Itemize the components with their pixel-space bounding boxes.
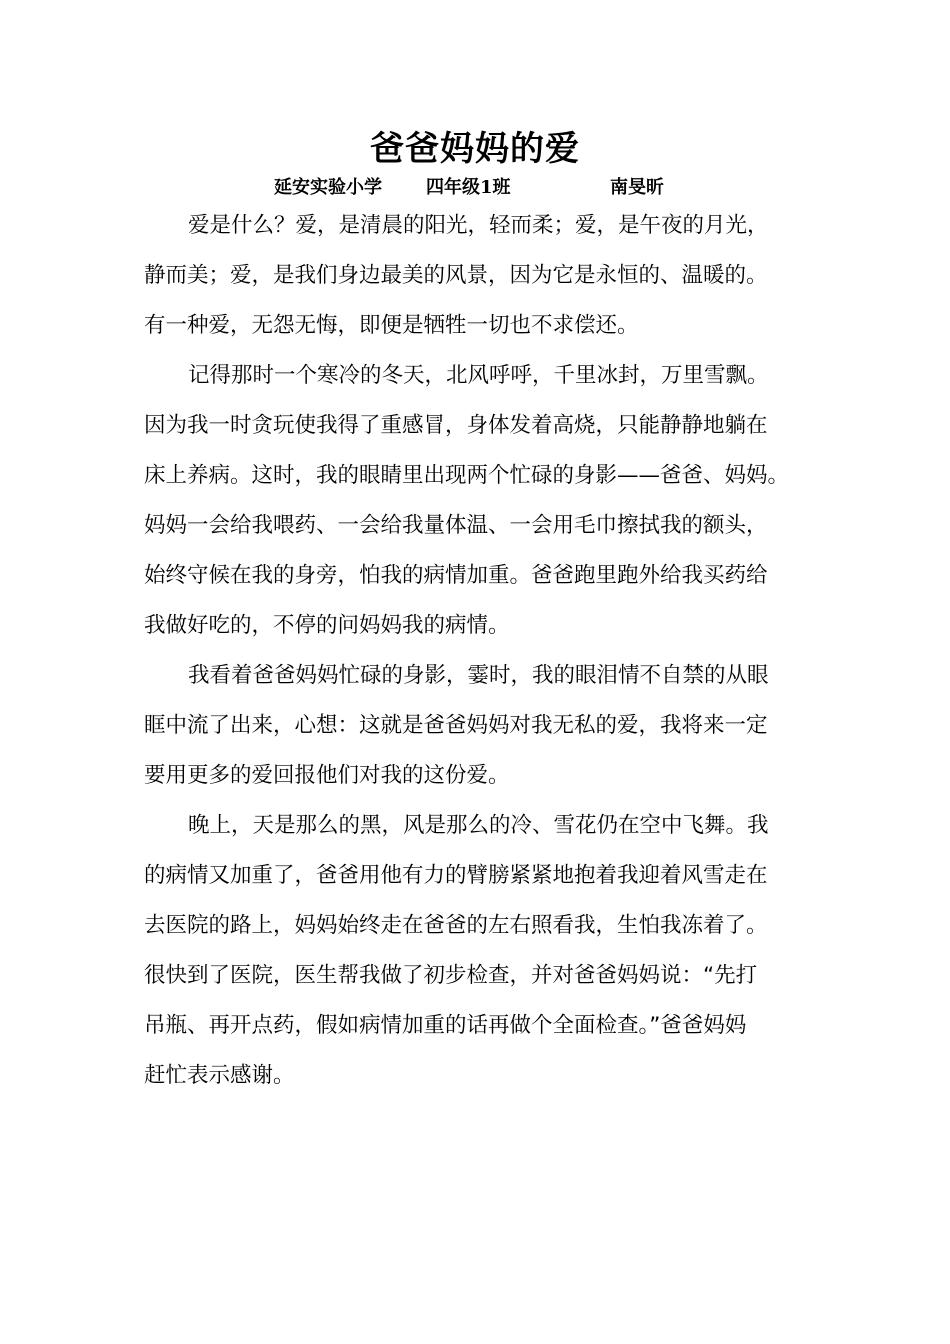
text-line: 记得那时一个寒冷的冬天，北风呼呼，千里冰封，万里雪飘。 (188, 363, 769, 388)
text-line: 爱是什么？爱，是清晨的阳光，轻而柔；爱，是午夜的月光， (188, 213, 769, 238)
byline (0, 174, 950, 202)
text-line: 因为我一时贪玩使我得了重感冒，身体发着高烧，只能静静地躺在 (144, 413, 768, 438)
text-line: 静而美；爱，是我们身边最美的风景，因为它是永恒的、温暖的。 (144, 263, 768, 288)
school-name: 延安实验小学 (274, 177, 382, 198)
document-title: 爸爸妈妈的爱 (370, 129, 580, 169)
text-line: 的病情又加重了，爸爸用他有力的臂膀紧紧地抱着我迎着风雪走在 (144, 863, 768, 888)
text-line: 妈妈一会给我喂药、一会给我量体温、一会用毛巾擦拭我的额头， (144, 513, 768, 538)
text-line: 吊瓶、再开点药，假如病情加重的话再做个全面检查。”爸爸妈妈 (144, 1013, 747, 1038)
text-line: 我做好吃的，不停的问妈妈我的病情。 (144, 613, 510, 638)
paragraph-1 (144, 201, 824, 351)
paragraph-3 (144, 651, 824, 801)
text-line: 去医院的路上，妈妈始终走在爸爸的左右照看我，生怕我冻着了。 (144, 913, 768, 938)
paragraph-4 (144, 801, 824, 1101)
author-name: 南旻昕 (610, 177, 664, 198)
grade-class: 四年级1班 (426, 177, 511, 198)
text-line: 赶忙表示感谢。 (144, 1063, 295, 1088)
text-line: 很快到了医院，医生帮我做了初步检查，并对爸爸妈妈说：“先打 (144, 963, 758, 988)
text-line: 有一种爱，无怨无悔，即便是牺牲一切也不求偿还。 (144, 313, 639, 338)
text-line: 我看着爸爸妈妈忙碌的身影，霎时，我的眼泪情不自禁的从眼 (188, 663, 769, 688)
text-line: 晚上，天是那么的黑，风是那么的冷、雪花仍在空中飞舞。我 (188, 813, 769, 838)
text-line: 始终守候在我的身旁，怕我的病情加重。爸爸跑里跑外给我买药给 (144, 563, 768, 588)
text-line: 要用更多的爱回报他们对我的这份爱。 (144, 763, 510, 788)
text-line: 床上养病。这时，我的眼睛里出现两个忙碌的身影——爸爸、妈妈。 (144, 463, 790, 488)
essay-body (144, 201, 824, 1101)
text-line: 眶中流了出来，心想：这就是爸爸妈妈对我无私的爱，我将来一定 (144, 713, 768, 738)
paragraph-2 (144, 351, 824, 651)
